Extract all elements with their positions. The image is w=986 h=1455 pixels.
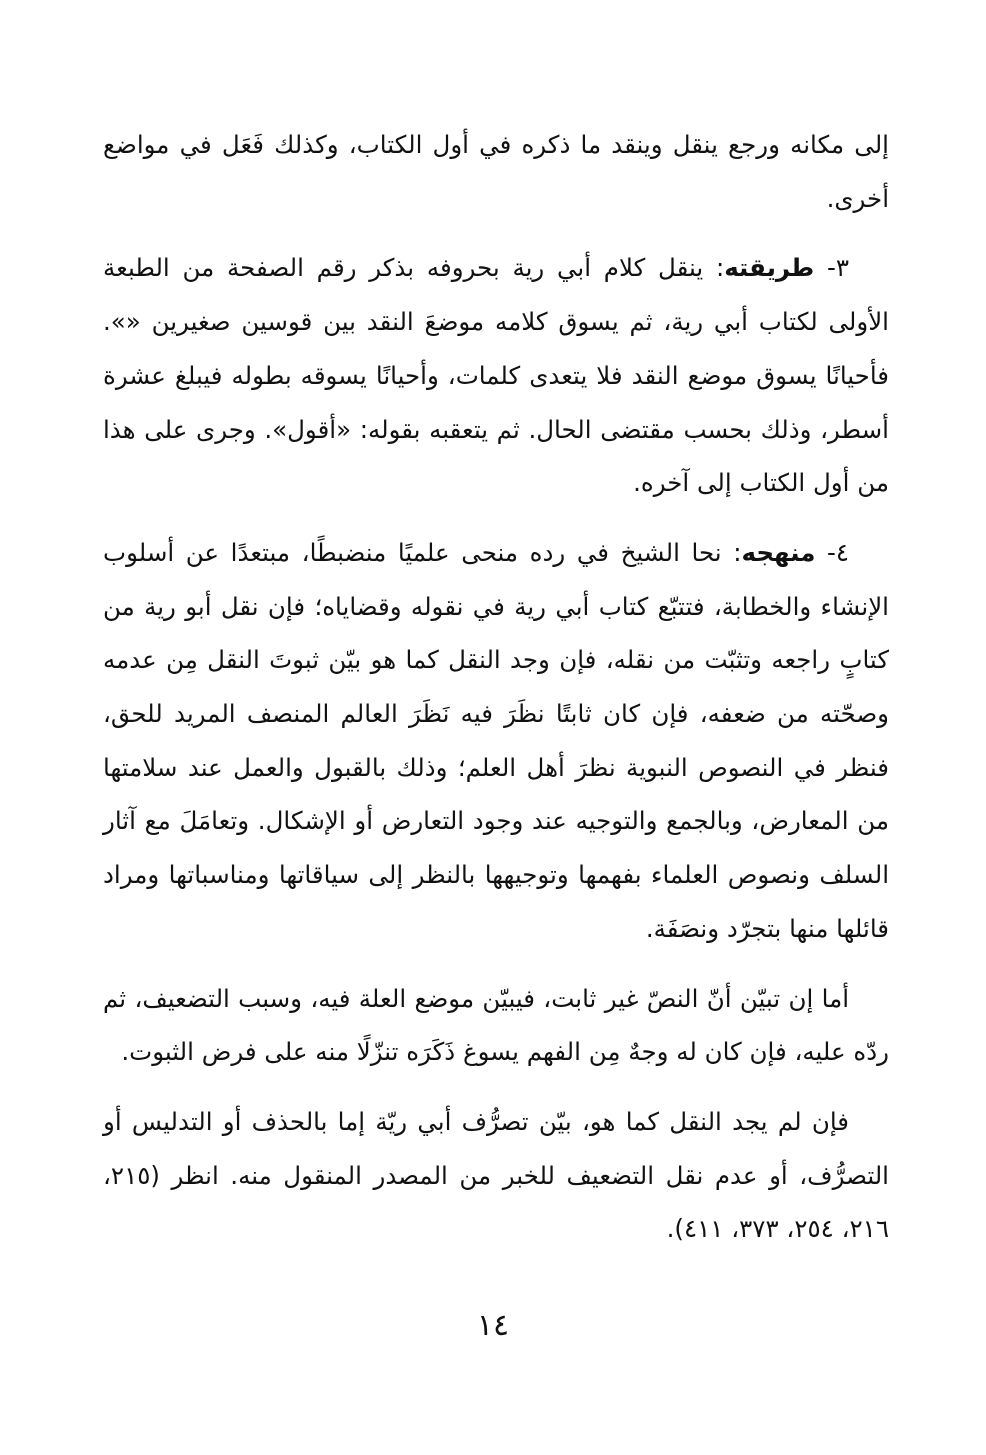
paragraph-text: : ينقل كلام أبي رية بحروفه بذكر رقم الصفحة من الطبعة الأولى لكتاب أبي رية، ثم يسوق كلامه موضعَ النقد بين قوسين صغيرين «». فأحيانًا يسوق موضع النقد فلا يتعدى كلمات، وأحيانًا يسوقه بطوله فيبلغ عشرة أسطر، وذلك بحسب مقتضى الحال. ثم يتعقبه بقوله: «أقول». وجرى على هذا من أول الكتاب إلى آخره. <box>103 253 889 498</box>
body-text <box>103 118 889 1272</box>
page-number: ١٤ <box>476 1308 510 1343</box>
paragraph-continuation <box>103 118 889 225</box>
paragraph-not-found <box>103 1095 889 1256</box>
item-heading: منهجه <box>741 537 816 567</box>
paragraph-text: إلى مكانه ورجع ينقل وينقد ما ذكره في أول الكتاب، وكذلك فَعَل في مواضع أخرى. <box>103 130 889 213</box>
item-number: ٣- <box>814 253 849 283</box>
item-number: ٤- <box>815 537 849 567</box>
item-heading: طريقته <box>724 253 815 283</box>
paragraph-weak-text <box>103 972 889 1079</box>
paragraph-text: : نحا الشيخ في رده منحى علميًا منضبطًا، مبتعدًا عن أسلوب الإنشاء والخطابة، فتتبّع كتاب أبي رية في نقوله وقضاياه؛ فإن نقل أبو رية من كتابٍ راجعه وتثبّت من نقله، فإن وجد النقل كما هو بيّن ثبوتَ النقل مِن عدمه وصحّته من ضعفه، فإن كان ثابتًا نظَرَ فيه نَظَرَ العالم المنصف المريد للحق، فنظر في النصوص النبوية نظرَ أهل العلم؛ وذلك بالقبول والعمل عند سلامتها من المعارض، وبالجمع والتوجيه عند وجود التعارض أو الإشكال. وتعامَلَ مع آثار السلف ونصوص العلماء بفهمها وتوجيهها بالنظر إلى سياقاتها ومناسباتها ومراد قائلها منها بتجرّد ونصَفَة. <box>103 537 889 943</box>
paragraph-method <box>103 241 889 510</box>
paragraph-text: أما إن تبيّن أنّ النصّ غير ثابت، فيبيّن موضع العلة فيه، وسبب التضعيف، ثم ردّه عليه، فإن كان له وجهٌ مِن الفهم يسوغ ذَكَرَه تنزّلًا منه على فرض الثبوت. <box>103 983 889 1067</box>
paragraph-approach <box>103 526 889 956</box>
paragraph-text: فإن لم يجد النقل كما هو، بيّن تصرُّف أبي ريّة إما بالحذف أو التدليس أو التصرُّف، أو عدم نقل التضعيف للخبر من المصدر المنقول منه. انظر (٢١٥، ٢١٦، ٢٥٤، ٣٧٣، ٤١١). <box>103 1106 889 1244</box>
